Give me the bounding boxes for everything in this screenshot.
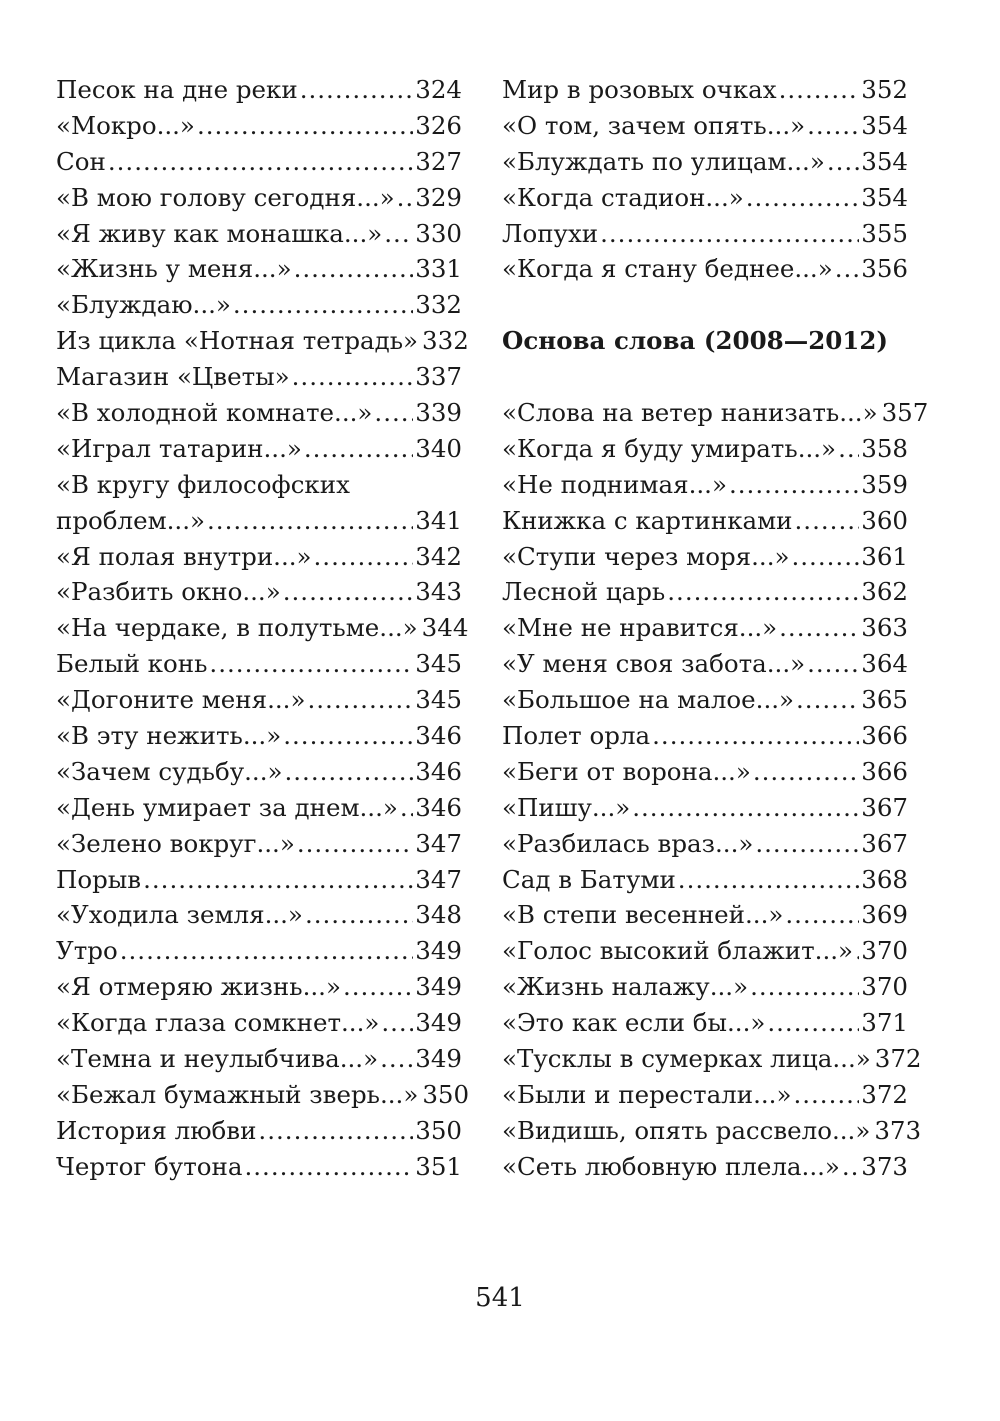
toc-entry-title: «У меня своя забота...» (502, 649, 806, 679)
toc-entry-page: 367 (861, 792, 908, 822)
toc-entry (56, 933, 462, 969)
toc-entry (56, 790, 462, 826)
toc-entry-page: 330 (415, 218, 462, 248)
leader-dots (400, 790, 413, 826)
leader-dots (746, 180, 859, 216)
toc-entry (56, 718, 462, 754)
toc-entry (502, 431, 908, 467)
toc-entry-page: 354 (861, 110, 908, 140)
toc-entry (56, 862, 462, 898)
toc-entry-title: Полет орла (502, 721, 651, 751)
toc-entry-page: 346 (415, 792, 462, 822)
toc-entry-title: «Сеть любовную плела...» (502, 1151, 840, 1181)
toc-entry (502, 646, 908, 682)
leader-dots (283, 574, 414, 610)
leader-dots (233, 287, 413, 323)
toc-entry (502, 216, 908, 252)
toc-entry-title: «Зачем судьбу...» (56, 756, 283, 786)
leader-dots (380, 1041, 413, 1077)
toc-entry-page: 349 (415, 1044, 462, 1074)
toc-entry-title: Книжка с картинками (502, 505, 793, 535)
toc-entry (502, 180, 908, 216)
toc-entry-title: «В мою голову сегодня...» (56, 182, 395, 212)
toc-entry (56, 539, 462, 575)
toc-entry-title: «Разбилась враз...» (502, 828, 754, 858)
toc-right-column (502, 72, 929, 1185)
toc-entry (502, 610, 908, 646)
toc-entry (56, 323, 469, 359)
leader-dots (343, 969, 413, 1005)
toc-entry (502, 682, 908, 718)
toc-entry-page: 364 (861, 649, 908, 679)
toc-entry (56, 180, 462, 216)
toc-entry (502, 969, 908, 1005)
toc-entry-page: 360 (861, 505, 908, 535)
toc-entry (56, 682, 462, 718)
toc-entry (502, 754, 908, 790)
toc-entry (502, 251, 908, 287)
toc-entry (56, 72, 462, 108)
toc-entry (56, 1077, 470, 1113)
leader-dots (855, 933, 859, 969)
toc-entry (502, 395, 929, 431)
toc-entry-title: История любви (56, 1115, 257, 1145)
toc-entry-page: 359 (861, 469, 908, 499)
toc-entry-title: «Уходила земля...» (56, 900, 303, 930)
toc-entry-page: 340 (415, 433, 462, 463)
toc-entry-list (502, 395, 929, 1185)
toc-entry-list (56, 539, 470, 1185)
toc-entry-title: «Беги от ворона...» (502, 756, 751, 786)
toc-entry-page: 345 (415, 685, 462, 715)
toc-entry-title: «Я отмеряю жизнь...» (56, 972, 341, 1002)
toc-entry (502, 144, 908, 180)
toc-entry-page: 363 (861, 613, 908, 643)
toc-entry-title: Сон (56, 146, 106, 176)
leader-dots (120, 933, 414, 969)
leader-dots (807, 646, 859, 682)
leader-dots (374, 395, 413, 431)
toc-entry-page: 331 (415, 254, 462, 284)
toc-entry-page: 354 (861, 182, 908, 212)
leader-dots (838, 431, 859, 467)
toc-entry-title: «Были и перестали...» (502, 1079, 792, 1109)
toc-entry-page: 371 (861, 1008, 908, 1038)
leader-dots (297, 826, 413, 862)
toc-entry (56, 108, 462, 144)
leader-dots (143, 862, 413, 898)
toc-entry-wrapped (56, 467, 462, 539)
toc-entry-title: Песок на дне реки (56, 75, 298, 104)
toc-entry (502, 1149, 908, 1185)
toc-entry (502, 933, 908, 969)
leader-dots (791, 539, 859, 575)
toc-entry-page: 324 (415, 75, 462, 104)
toc-entry-title: «Мокро...» (56, 110, 195, 140)
section-title: Основа слова (2008—2012) (502, 326, 888, 356)
toc-entry-title: «Мне не нравится...» (502, 613, 778, 643)
toc-entry (502, 826, 908, 862)
toc-entry (502, 539, 908, 575)
toc-entry (56, 251, 462, 287)
toc-entry-title: «Темна и неулыбчива...» (56, 1044, 379, 1074)
toc-entry (56, 216, 462, 252)
toc-entry-title: «Тусклы в сумерках лица...» (502, 1044, 871, 1074)
leader-dots (667, 574, 859, 610)
leader-dots (779, 72, 860, 108)
toc-entry-page: 370 (861, 936, 908, 966)
toc-entry (502, 1113, 922, 1149)
leader-dots (750, 969, 859, 1005)
toc-entry-title-line: «В кругу философских (56, 469, 350, 499)
leader-dots (652, 718, 859, 754)
leader-dots (632, 790, 859, 826)
toc-entry-title: «Зелено вокруг...» (56, 828, 295, 858)
toc-entry (56, 646, 462, 682)
leader-dots (209, 646, 413, 682)
toc-entry-title: Белый конь (56, 649, 208, 679)
toc-entry (502, 503, 908, 539)
toc-entry-title: «Когда глаза сомкнет...» (56, 1008, 380, 1038)
toc-entry (502, 108, 908, 144)
toc-entry-title: проблем...» (56, 505, 205, 535)
toc-entry-page: 355 (861, 218, 908, 248)
leader-dots (197, 108, 413, 144)
toc-entry-title: «День умирает за днем...» (56, 792, 398, 822)
toc-entry-page: 367 (861, 828, 908, 858)
toc-entry (502, 897, 908, 933)
toc-entry-title: «Видишь, опять рассвело...» (502, 1115, 871, 1145)
toc-entry-title: «На чердаке, в полутьме...» (56, 613, 418, 643)
leader-dots (795, 503, 860, 539)
toc-entry-title: «О том, зачем опять...» (502, 110, 806, 140)
toc-entry (56, 503, 462, 539)
toc-entry-page: 366 (861, 721, 908, 751)
leader-dots (384, 216, 413, 252)
toc-entry (502, 1005, 908, 1041)
toc-entry-page: 329 (415, 182, 462, 212)
leader-dots (678, 862, 859, 898)
toc-entry-title: Лопухи (502, 218, 599, 248)
toc-entry-page: 344 (421, 613, 469, 643)
toc-entry-page: 373 (861, 1151, 908, 1181)
toc-entry-page: 357 (881, 398, 929, 428)
toc-entry-page: 356 (861, 254, 908, 284)
toc-entry-title: «Жизнь налажу...» (502, 972, 749, 1002)
leader-dots (796, 682, 859, 718)
leader-dots (793, 1077, 859, 1113)
toc-entry-page: 349 (415, 1008, 462, 1038)
toc-entry-title: Из цикла «Нотная тетрадь» (56, 326, 419, 356)
toc-entry (56, 897, 462, 933)
toc-entry-page: 366 (861, 756, 908, 786)
leader-dots (108, 144, 413, 180)
leader-dots (207, 503, 413, 539)
leader-dots (785, 897, 859, 933)
toc-entry-title: «Пишу...» (502, 792, 631, 822)
toc-entry-title: «Играл татарин...» (56, 433, 302, 463)
leader-dots (283, 718, 413, 754)
toc-entry-page: 372 (861, 1079, 908, 1109)
toc-entry (56, 1041, 462, 1077)
toc-entry-title: «Жизнь у меня...» (56, 254, 292, 284)
toc-entry-list (56, 72, 469, 467)
toc-entry-title: «Не поднимая...» (502, 469, 727, 499)
toc-entry (56, 1149, 462, 1185)
toc-entry-title: «Слова на ветер нанизать...» (502, 398, 878, 428)
toc-entry-page: 362 (861, 577, 908, 607)
toc-entry-page: 358 (861, 433, 908, 463)
toc-entry-page: 326 (415, 110, 462, 140)
leader-dots (305, 897, 413, 933)
toc-entry (502, 1041, 922, 1077)
toc-entry (502, 718, 908, 754)
toc-entry-title: «Разбить окно...» (56, 577, 281, 607)
toc-entry (56, 1113, 462, 1149)
toc-entry-page: 352 (861, 75, 908, 104)
toc-entry-page: 349 (415, 972, 462, 1002)
toc-entry-title: «Голос высокий блажит...» (502, 936, 854, 966)
toc-entry-page: 372 (874, 1044, 922, 1074)
toc-entry (502, 1077, 908, 1113)
leader-dots (600, 216, 859, 252)
toc-entry-page: 342 (415, 541, 462, 571)
toc-entry-title: «Догоните меня...» (56, 685, 306, 715)
toc-left-column (56, 72, 470, 1185)
toc-entry-page: 368 (861, 864, 908, 894)
toc-entry (56, 1005, 462, 1041)
toc-entry-title: Сад в Батуми (502, 864, 676, 894)
toc-entry-title: Порыв (56, 864, 142, 894)
toc-entry (56, 431, 462, 467)
leader-dots (304, 431, 413, 467)
toc-entry-page: 347 (415, 864, 462, 894)
toc-entry (502, 72, 908, 108)
toc-entry-page: 365 (861, 685, 908, 715)
toc-entry (56, 287, 462, 323)
toc-entry-title: «В эту нежить...» (56, 721, 282, 751)
toc-entry-title: «Большое на малое...» (502, 685, 795, 715)
toc-entry-page: 345 (415, 649, 462, 679)
toc-entry-title: «Когда я буду умирать...» (502, 433, 837, 463)
toc-entry-list (502, 72, 908, 287)
toc-entry-page: 337 (415, 362, 462, 392)
toc-entry-title: «Когда я стану беднее...» (502, 254, 833, 284)
toc-entry-title: «Бежал бумажный зверь...» (56, 1079, 419, 1109)
toc-entry-title: Магазин «Цветы» (56, 362, 290, 392)
toc-entry (502, 574, 908, 610)
toc-entry-title: Мир в розовых очках (502, 75, 777, 104)
leader-dots (835, 251, 860, 287)
toc-entry-title: Чертог бутона (56, 1151, 243, 1181)
toc-entry (56, 969, 462, 1005)
toc-entry-title: Утро (56, 936, 118, 966)
toc-entry-page: 327 (415, 146, 462, 176)
leader-dots (729, 467, 859, 503)
leader-dots (294, 251, 414, 287)
toc-entry-title: «Это как если бы...» (502, 1008, 766, 1038)
toc-entry (56, 144, 462, 180)
toc-entry-page: 332 (415, 290, 462, 320)
leader-dots (244, 1149, 413, 1185)
toc-entry-page: 346 (415, 721, 462, 751)
toc-entry (502, 862, 908, 898)
toc-entry-page: 343 (415, 577, 462, 607)
leader-dots (753, 754, 859, 790)
toc-entry-page: 348 (415, 900, 462, 930)
toc-entry-page: 369 (861, 900, 908, 930)
leader-dots (827, 144, 859, 180)
leader-dots (397, 180, 414, 216)
toc-entry-title: «Блуждать по улицам...» (502, 146, 825, 176)
leader-dots (307, 682, 413, 718)
toc-entry-title: «Ступи через моря...» (502, 541, 790, 571)
leader-dots (381, 1005, 413, 1041)
toc-entry-page: 370 (861, 972, 908, 1002)
toc-entry (56, 574, 462, 610)
toc-entry-page: 354 (861, 146, 908, 176)
toc-entry (56, 754, 462, 790)
toc-entry-page: 347 (415, 828, 462, 858)
toc-entry-page: 373 (874, 1115, 922, 1145)
leader-dots (779, 610, 859, 646)
toc-entry-title: Лесной царь (502, 577, 666, 607)
leader-dots (807, 108, 859, 144)
leader-dots (258, 1113, 413, 1149)
toc-entry-page: 332 (422, 326, 469, 356)
page-number: 541 (475, 1283, 525, 1313)
leader-dots (755, 826, 859, 862)
toc-entry-title: «В степи весенней...» (502, 900, 784, 930)
toc-entry-page: 351 (415, 1151, 462, 1181)
toc-entry-page: 339 (415, 398, 462, 428)
toc-entry-page: 350 (415, 1115, 462, 1145)
toc-entry-title: «В холодной комнате...» (56, 398, 373, 428)
leader-dots (284, 754, 413, 790)
toc-entry-title: «Когда стадион...» (502, 182, 744, 212)
toc-entry-title: «Блуждаю...» (56, 290, 231, 320)
toc-entry (56, 610, 469, 646)
leader-dots (300, 72, 414, 108)
toc-entry-page: 350 (422, 1079, 470, 1109)
toc-entry (502, 790, 908, 826)
toc-entry (56, 826, 462, 862)
toc-entry-page: 349 (415, 936, 462, 966)
toc-entry-page: 341 (415, 505, 462, 535)
leader-dots (842, 1149, 859, 1185)
leader-dots (314, 539, 414, 575)
toc-entry-page: 346 (415, 756, 462, 786)
toc-entry-title: «Я полая внутри...» (56, 541, 312, 571)
leader-dots (767, 1005, 859, 1041)
toc-entry (502, 467, 908, 503)
toc-entry (56, 395, 462, 431)
toc-entry (56, 359, 462, 395)
toc-entry-title: «Я живу как монашка...» (56, 218, 383, 248)
leader-dots (292, 359, 414, 395)
toc-entry-page: 361 (861, 541, 908, 571)
